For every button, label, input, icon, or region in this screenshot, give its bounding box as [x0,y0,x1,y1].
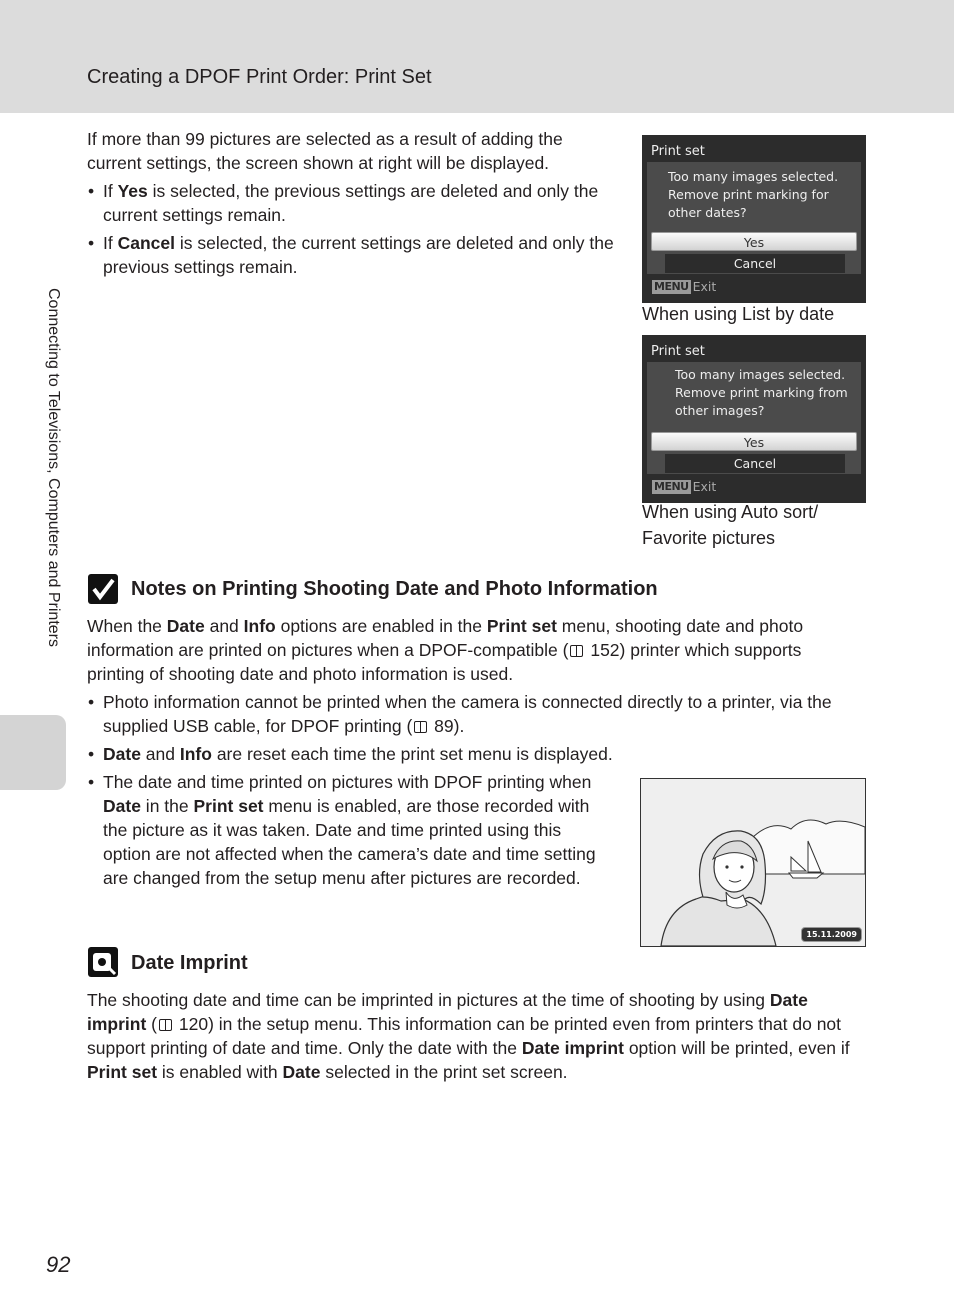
screen-message: Too many images selected. Remove print marking from other images? [675,367,848,418]
intro-bullet-cancel: • If Cancel is selected, the current settings are deleted and only the previous settings remain. [87,231,617,279]
photo-date-stamp: 15.11.2009 [801,927,862,942]
notes-bullet-reset: • Date and Info are reset each time the print set menu is displayed. [87,742,857,766]
notes-bullet-date-time-block [87,770,612,894]
menu-button-icon: MENU [654,279,689,293]
notes-paragraph: When the Date and Info options are enabled in the Print set menu, shooting date and photo information are printed on pictures when a DPOF-compatible ( 152) printer which supports printing of shooting date and photo information is used. [87,616,804,684]
notes-section-title: Notes on Printing Shooting Date and Photo Information [131,578,658,600]
menu-exit-hint: MENU Exit [654,479,717,494]
cancel-option[interactable]: Cancel [665,254,845,273]
menu-button-icon: MENU [654,479,689,493]
screen-caption-auto-sort: When using Auto sort/ Favorite pictures [642,502,819,548]
notes-bullet-date-time: • The date and time printed on pictures with DPOF printing when Date in the Print set menu is enabled, are those recorded with the picture as it was taken. Date and time printed using this option are not affected when the camera’s date and time setting are changed from the setup menu after pictures are recorded. [87,770,612,890]
sample-photo-illustration [640,778,866,947]
date-imprint-title: Date Imprint [131,952,248,974]
date-imprint-paragraph: The shooting date and time can be imprinted in pictures at the time of shooting by using Date imprint ( 120) in the setup menu. This information can be printed even from printers that do not support printing of date and time. Only the date with the Date imprint option will be printed, even if Print set is enabled with Date selected in the print set screen. [87,990,850,1082]
camera-screen-list-by-date [642,135,866,303]
page-header [0,0,954,113]
notes-bullet-photo-info: • Photo information cannot be printed when the camera is connected directly to a printer, via the supplied USB cable, for DPOF printing ( 89). [87,690,857,738]
intro-bullet-yes: • If Yes is selected, the previous settings are deleted and only the current settings remain. [87,179,617,227]
book-reference-icon [414,721,427,733]
woman-sailboat-drawing [641,779,865,946]
camera-screen-auto-sort [642,335,866,503]
book-reference-icon [159,1019,172,1031]
screen-panel [647,162,861,274]
yes-option[interactable]: Yes [651,232,857,251]
notes-body [87,614,857,770]
side-chapter-label: Connecting to Televisions, Computers and Printers [45,288,62,647]
yes-option[interactable]: Yes [651,432,857,451]
side-chapter-tab [0,715,66,790]
date-imprint-icon [88,947,118,977]
page-header-title: Creating a DPOF Print Order: Print Set [87,66,432,88]
book-reference-icon [570,645,583,657]
menu-exit-hint: MENU Exit [654,279,717,294]
page-number: 92 [46,1252,71,1277]
checkmark-note-icon [88,574,118,604]
date-imprint-body [87,988,867,1084]
screen-title: Print set [651,144,705,159]
screen-message: Too many images selected. Remove print marking for other dates? [668,169,839,220]
intro-section [87,127,617,283]
intro-paragraph: If more than 99 pictures are selected as a result of adding the current settings, the screen shown at right will be displayed. [87,129,563,173]
cancel-option[interactable]: Cancel [665,454,845,473]
screen-caption-list-by-date: When using List by date [642,304,835,324]
screen-panel [647,362,861,474]
screen-title: Print set [651,344,705,359]
